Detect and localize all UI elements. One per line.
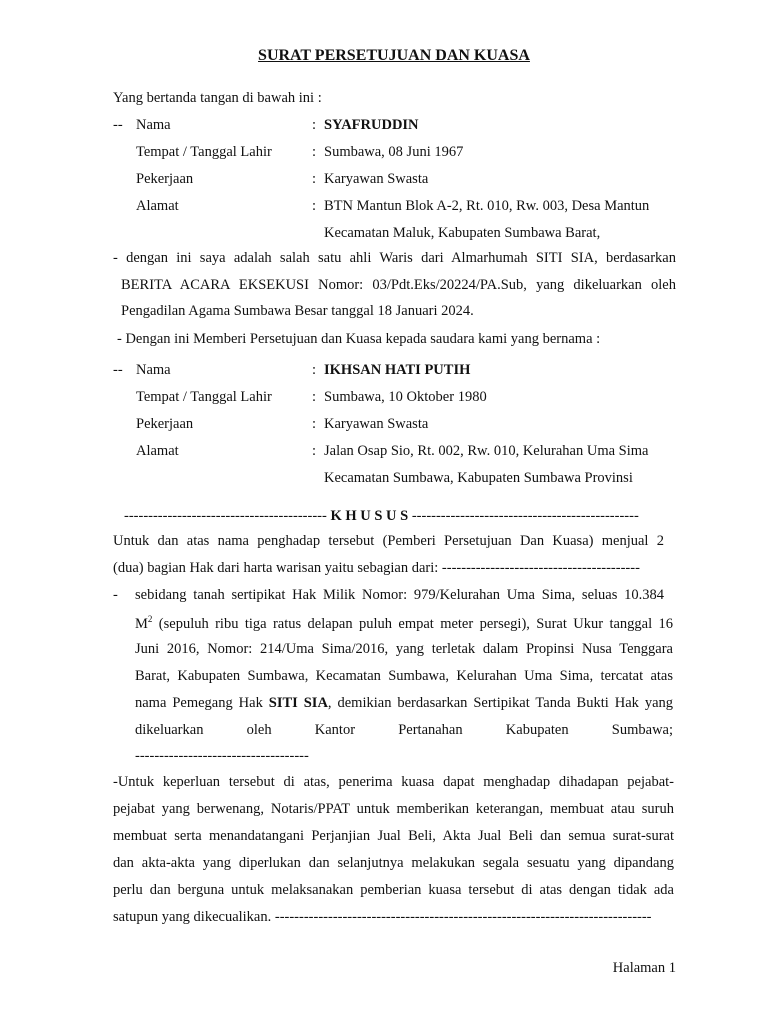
bidang-line-3: Juni 2016, Nomor: 214/Uma Sima/2016, yang terletak dalam Propinsi Nusa Tenggara: [135, 641, 673, 657]
paragraph-2-line-3: membuat serta menandatangani Perjanjian Jual Beli, Akta Jual Beli dan semua surat-surat: [113, 828, 674, 844]
row-marker: --: [113, 117, 123, 133]
penerima-nama: IKHSAN HATI PUTIH: [324, 362, 471, 378]
penerima-alamat-line-2: Kecamatan Sumbawa, Kabupaten Sumbawa Provinsi: [324, 470, 633, 486]
colon: :: [312, 171, 317, 187]
penerima-pekerjaan-row: [113, 416, 673, 436]
pemberi-alamat-line-1: BTN Mantun Blok A-2, Rt. 010, Rw. 003, Desa Mantun: [324, 198, 650, 214]
area-description: (sepuluh ribu tiga ratus delapan puluh empat meter persegi), Surat Ukur tanggal 16: [152, 615, 673, 632]
penerima-alamat-row: [113, 443, 673, 463]
penerima-ttl: Sumbawa, 10 Oktober 1980: [324, 389, 487, 405]
pemegang-hak-name: SITI SIA: [268, 695, 328, 711]
bidang-line-4: Barat, Kabupaten Sumbawa, Kecamatan Sumbawa, Kelurahan Uma Sima, tercatat atas: [135, 668, 673, 684]
document-title: SURAT PERSETUJUAN DAN KUASA: [258, 47, 530, 64]
area-unit: M: [135, 615, 148, 632]
colon: :: [312, 144, 317, 160]
area-unit-superscript: 2: [147, 614, 153, 624]
pemberi-ttl-row: [113, 144, 673, 164]
paragraph-2-line-4: dan akta-akta yang diperlukan dan selanjutnya melakukan segala sesuatu yang dipandang: [113, 855, 674, 871]
field-label: Alamat: [136, 198, 179, 214]
bidang-line-5-end: , demikian berdasarkan Sertipikat Tanda Bukti Hak yang: [327, 695, 673, 711]
list-bullet: -: [113, 587, 118, 603]
pemberi-nama: SYAFRUDDIN: [324, 117, 419, 133]
page-number: Halaman 1: [612, 960, 676, 976]
paragraph-1-line-1: Untuk dan atas nama penghadap tersebut (Pemberi Persetujuan Dan Kuasa) menjual 2: [113, 533, 664, 549]
paragraph-2-line-6: satupun yang dikecualikan. ------------------------------------------------------------------------------: [113, 909, 652, 925]
bidang-line-5-start: nama Pemegang Hak: [135, 695, 269, 711]
khusus-label: K H U S U S: [330, 508, 409, 524]
pemberi-alamat-row: [113, 198, 673, 218]
paragraph-1-line-2: (dua) bagian Hak dari harta warisan yaitu sebagian dari: -----------------------------------------: [113, 560, 640, 576]
penerima-ttl-row: [113, 389, 673, 409]
field-label: Tempat / Tanggal Lahir: [136, 389, 272, 405]
khusus-heading: [124, 508, 639, 525]
pemberi-ttl: Sumbawa, 08 Juni 1967: [324, 144, 464, 160]
khusus-left-dashes: ------------------------------------------: [124, 508, 327, 524]
penerima-alamat-row-2: [113, 470, 673, 490]
khusus-right-dashes: -----------------------------------------------: [411, 508, 639, 524]
field-label: Alamat: [136, 443, 179, 459]
bidang-line-6: dikeluarkan oleh Kantor Pertanahan Kabupaten Sumbawa;: [135, 722, 673, 738]
pemberi-nama-row: [113, 117, 673, 137]
colon: :: [312, 198, 317, 214]
bidang-line-7: ------------------------------------: [135, 748, 309, 764]
field-label: Nama: [136, 117, 171, 133]
colon: :: [312, 443, 317, 459]
ahli-waris-line-2: BERITA ACARA EKSEKUSI Nomor: 03/Pdt.Eks/20224/PA.Sub, yang dikeluarkan oleh: [121, 277, 676, 293]
bidang-line-2: [135, 614, 673, 634]
pemberi-alamat-row-2: [113, 225, 673, 245]
colon: :: [312, 117, 317, 133]
paragraph-2-line-2: pejabat yang berwenang, Notaris/PPAT untuk memberikan keterangan, membuat atau suruh: [113, 801, 674, 817]
memberi-text: - Dengan ini Memberi Persetujuan dan Kuasa kepada saudara kami yang bernama :: [117, 331, 601, 347]
pemberi-alamat-line-2: Kecamatan Maluk, Kabupaten Sumbawa Barat,: [324, 225, 601, 241]
row-marker: --: [113, 362, 123, 378]
penerima-nama-row: [113, 362, 673, 382]
intro-text: Yang bertanda tangan di bawah ini :: [113, 90, 322, 106]
field-label: Tempat / Tanggal Lahir: [136, 144, 272, 160]
field-label: Pekerjaan: [136, 171, 194, 187]
paragraph-2-line-1: -Untuk keperluan tersebut di atas, penerima kuasa dapat menghadap dihadapan pejabat-: [113, 774, 674, 790]
colon: :: [312, 416, 317, 432]
paragraph-2-line-5: perlu dan berguna untuk melaksanakan pemberian kuasa tersebut di atas dengan tidak ada: [113, 882, 674, 898]
ahli-waris-line-3: Pengadilan Agama Sumbawa Besar tanggal 18 Januari 2024.: [121, 303, 474, 319]
bidang-line-1: sebidang tanah sertipikat Hak Milik Nomor: 979/Kelurahan Uma Sima, seluas 10.384: [135, 587, 664, 603]
colon: :: [312, 362, 317, 378]
pemberi-pekerjaan-row: [113, 171, 673, 191]
penerima-alamat-line-1: Jalan Osap Sio, Rt. 002, Rw. 010, Kelurahan Uma Sima: [324, 443, 649, 459]
field-label: Pekerjaan: [136, 416, 194, 432]
penerima-pekerjaan: Karyawan Swasta: [324, 416, 429, 432]
pemberi-pekerjaan: Karyawan Swasta: [324, 171, 429, 187]
ahli-waris-line-1: - dengan ini saya adalah salah satu ahli Waris dari Almarhumah SITI SIA, berdasarkan: [113, 250, 676, 266]
bidang-line-5: [135, 695, 673, 715]
field-label: Nama: [136, 362, 171, 378]
colon: :: [312, 389, 317, 405]
